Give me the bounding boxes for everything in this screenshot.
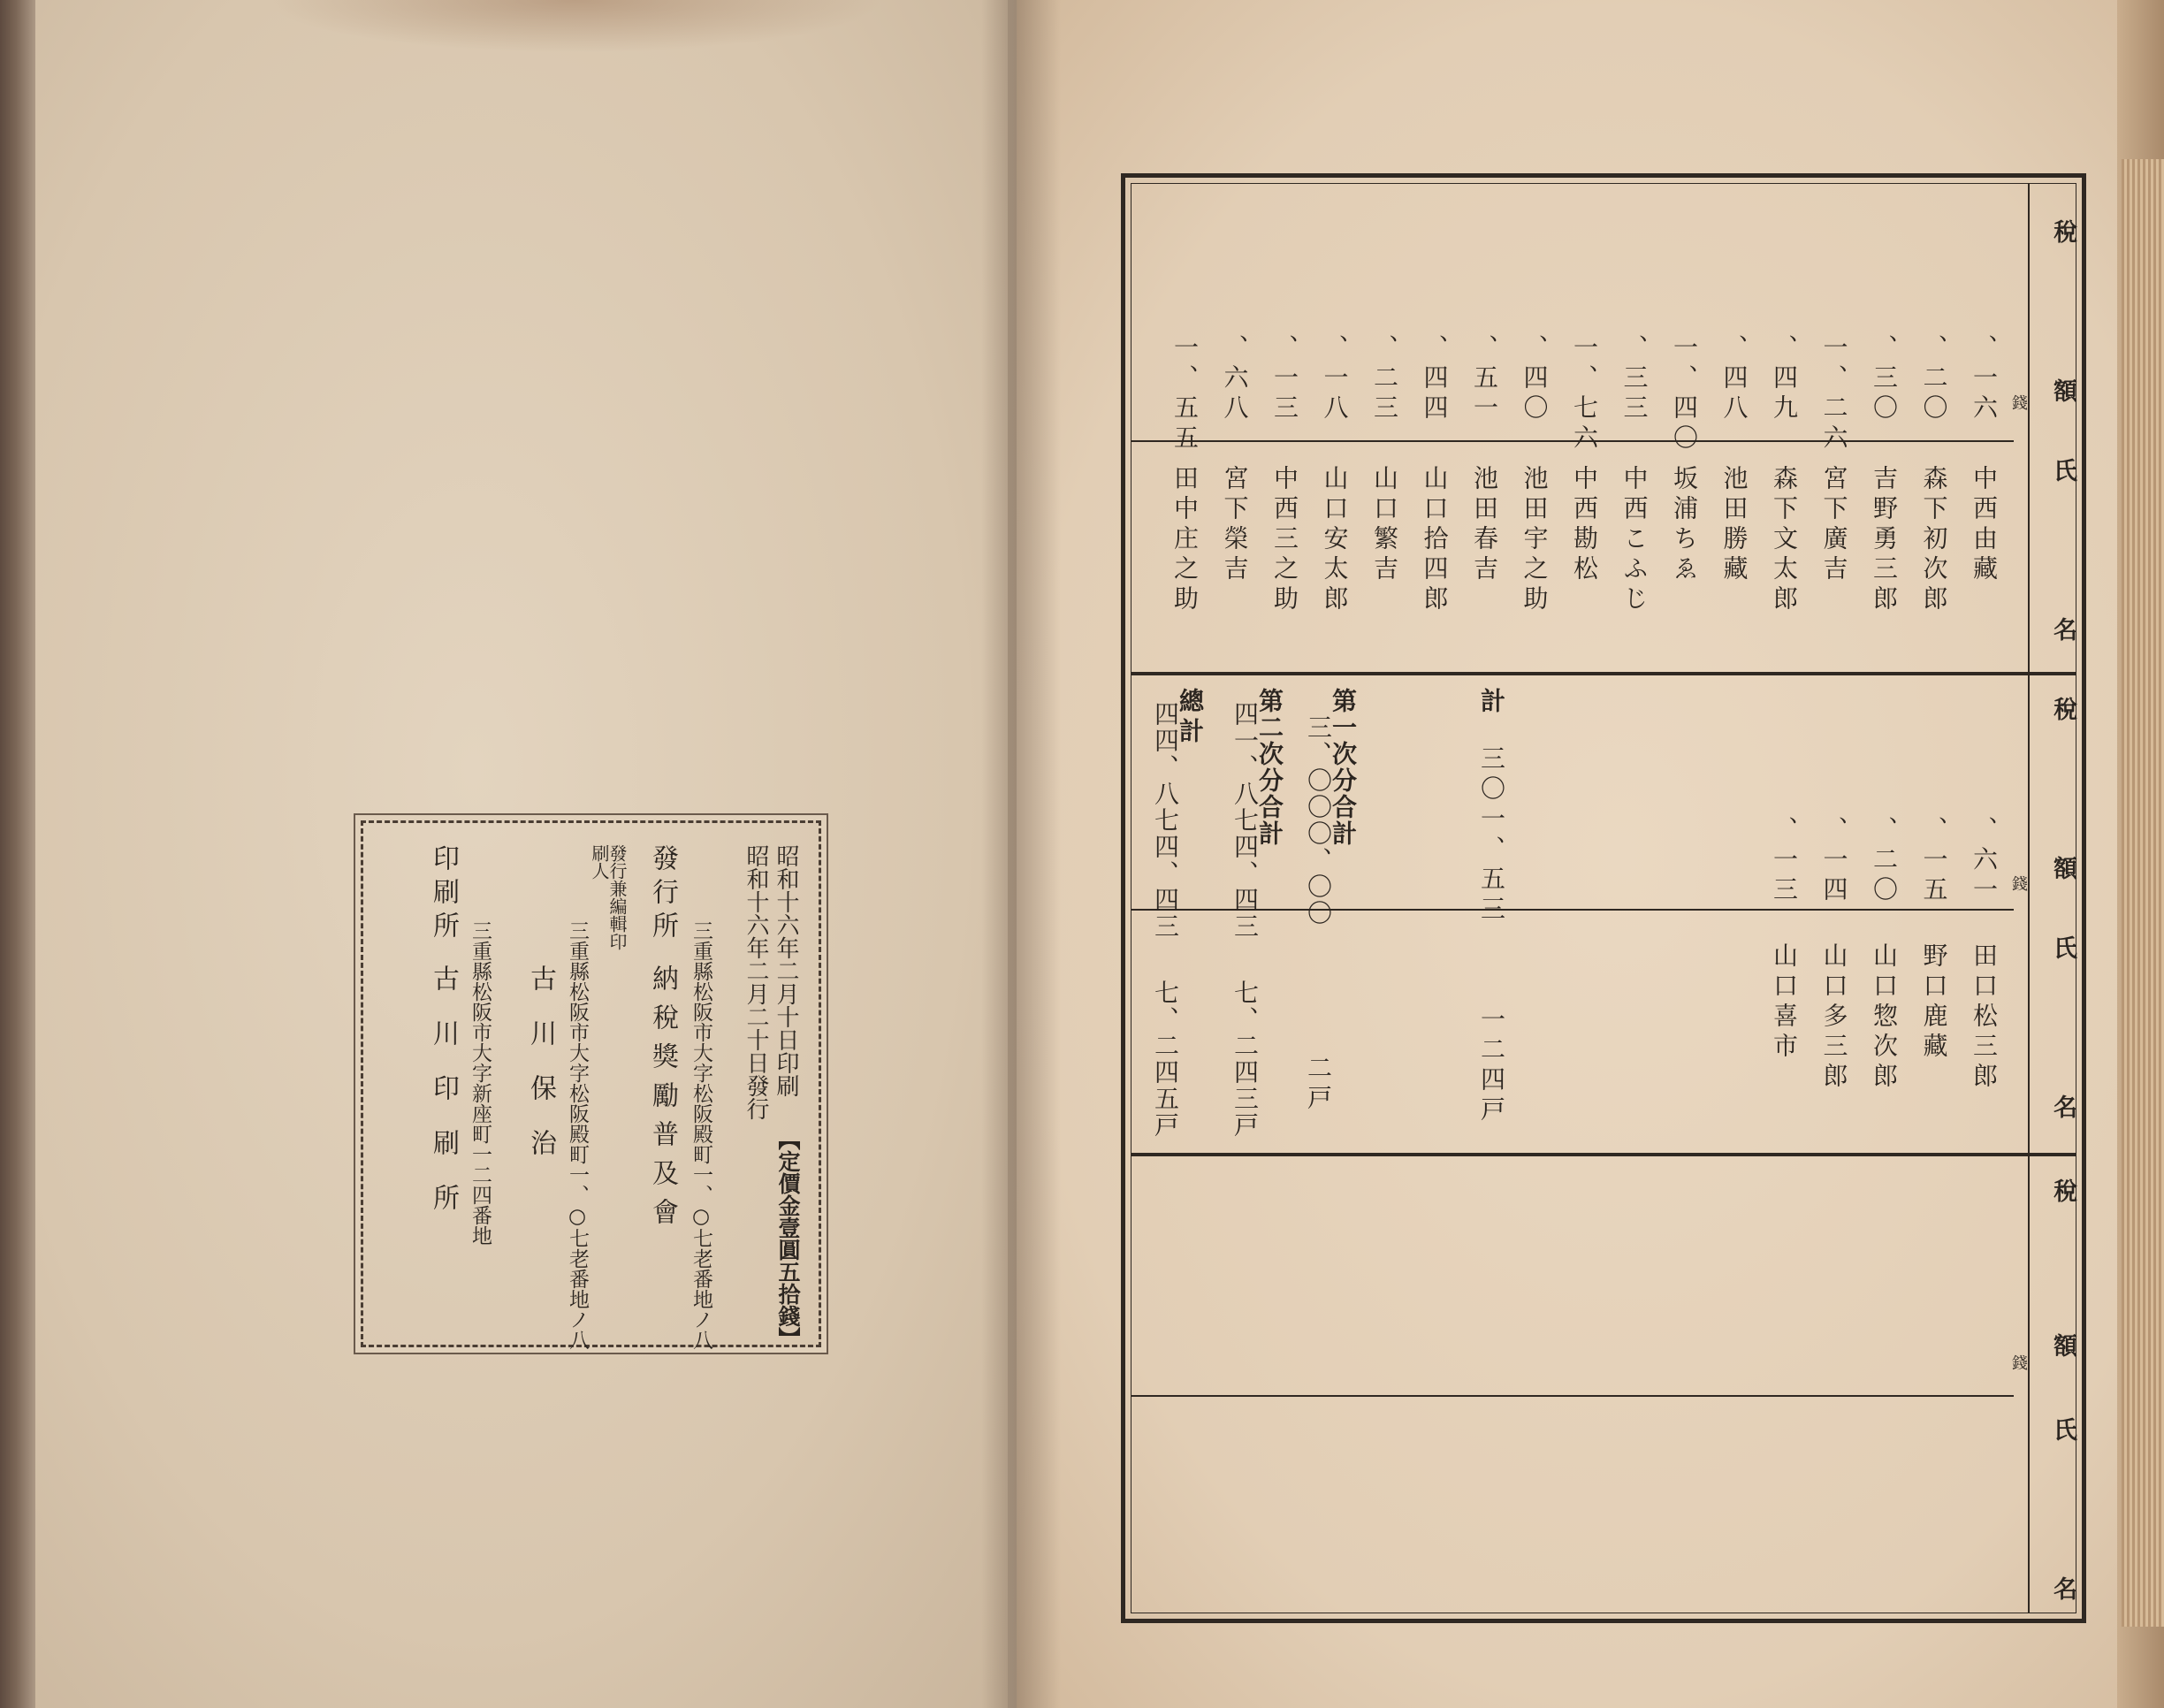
sen-unit-1: 錢: [2009, 394, 2028, 410]
publish-date: 昭和十六年二月二十日發行: [743, 844, 769, 1120]
header-family-1: 氏: [2049, 458, 2076, 482]
taxpayer-name-cell: 山口安太郎: [1320, 465, 1350, 615]
header-amount-1: 額: [2049, 378, 2076, 402]
row-divider: [1132, 909, 2014, 911]
total-households: 一二四戸: [1477, 1006, 1506, 1126]
taxpayer-name-cell: 森下文太郎: [1770, 465, 1799, 615]
tax-amount-cell: 、一五: [1919, 816, 1949, 906]
publisher-name: 納稅獎勵普及會: [647, 965, 678, 1237]
grand-total-amount: 四四、八七四、四三: [1151, 701, 1180, 940]
header-given-1: 名: [2049, 617, 2076, 641]
taxpayer-name-cell: 田中庄之助: [1170, 465, 1200, 615]
taxpayer-name-cell: 宮下榮吉: [1220, 465, 1250, 585]
taxpayer-name-cell: 中西三之助: [1270, 465, 1299, 615]
taxpayer-name-cell: 中西勘松: [1570, 465, 1599, 585]
tax-amount-cell: 、四八: [1719, 334, 1749, 424]
section-divider: [1132, 672, 2076, 675]
section-divider: [1132, 1153, 2076, 1156]
price-label: 【定價金壹圓五拾錢】: [775, 1128, 801, 1349]
header-tax-1: 稅: [2049, 219, 2076, 243]
tax-amount-cell: 、二三: [1370, 334, 1399, 424]
tax-amount-cell: 、三三: [1619, 334, 1650, 424]
taxpayer-name-cell: 山口多三郎: [1819, 942, 1849, 1093]
paper-stain: [265, 0, 884, 53]
tax-amount-cell: 、二〇: [1870, 816, 1899, 906]
second-subtotal-label: 第二次分合計: [1255, 688, 1284, 847]
second-subtotal-amount: 四一、八七四、四三: [1231, 701, 1260, 940]
tax-ledger-table: [1121, 173, 2086, 1623]
tax-amount-cell: 、四九: [1770, 334, 1799, 424]
tax-amount-cell: 、四四: [1420, 334, 1450, 424]
header-tax-3: 稅: [2049, 1178, 2076, 1202]
taxpayer-name-cell: 山口喜市: [1770, 942, 1799, 1063]
first-subtotal-households: 二戸: [1304, 1055, 1333, 1115]
publisher-address: 三重縣松阪市大字松阪殿町一、○七老番地ノ八: [690, 920, 712, 1350]
taxpayer-name-cell: 池田勝藏: [1719, 465, 1749, 585]
tax-amount-cell: 、四〇: [1520, 334, 1550, 424]
taxpayer-name-cell: 中西こふじ: [1619, 465, 1650, 615]
editor-address: 三重縣松阪市大字松阪殿町一、○七老番地ノ八: [566, 920, 589, 1350]
total-label: 計: [1477, 688, 1506, 718]
tax-amount-cell: 、一八: [1320, 334, 1350, 424]
taxpayer-name-cell: 山口惣次郎: [1870, 942, 1899, 1093]
printer-name: 古川印刷所: [428, 965, 459, 1239]
taxpayer-name-cell: 吉野勇三郎: [1870, 465, 1899, 615]
taxpayer-name-cell: 坂浦ちゑ: [1670, 465, 1699, 585]
first-subtotal-amount: 三、〇〇〇、〇〇: [1304, 714, 1333, 926]
sen-unit-3: 錢: [2009, 1354, 2028, 1370]
editor-role: 發行兼編輯印刷人: [589, 844, 628, 950]
editor-name: 古川保治: [525, 965, 556, 1184]
tax-amount-cell: 一、四〇: [1670, 334, 1699, 454]
print-date: 昭和十六年二月十日印刷: [773, 844, 799, 1097]
sen-unit-2: 錢: [2009, 875, 2028, 891]
header-given-2: 名: [2049, 1094, 2076, 1118]
taxpayer-name-cell: 山口繁吉: [1370, 465, 1399, 585]
tax-amount-cell: 、一三: [1770, 816, 1799, 906]
header-amount-3: 額: [2049, 1333, 2076, 1357]
tax-amount-cell: 、一六: [1970, 334, 1999, 424]
tax-amount-cell: 、六一: [1970, 816, 1999, 906]
tax-amount-cell: 一、七六: [1570, 334, 1599, 454]
tax-amount-cell: 、六八: [1220, 334, 1250, 424]
tax-amount-cell: 、五一: [1470, 334, 1499, 424]
publisher-label: 發行所: [647, 844, 678, 945]
grand-total-households: 七、二四五戸: [1151, 980, 1180, 1139]
tax-amount-cell: 、三〇: [1870, 334, 1899, 424]
taxpayer-name-cell: 中西由藏: [1970, 465, 1999, 585]
header-family-3: 氏: [2049, 1417, 2076, 1441]
grand-total-label: 總計: [1176, 688, 1205, 748]
tax-amount-cell: 一、二六: [1819, 334, 1849, 454]
total-amount: 三〇一、五三: [1477, 745, 1506, 926]
ledger-inner-border: [1131, 183, 2076, 1613]
printer-label: 印刷所: [428, 844, 459, 945]
taxpayer-name-cell: 池田宇之助: [1520, 465, 1550, 615]
taxpayer-name-cell: 宮下廣吉: [1819, 465, 1849, 585]
page-edges: [2122, 159, 2164, 1627]
tax-amount-cell: 、一四: [1819, 816, 1849, 906]
taxpayer-name-cell: 森下初次郎: [1919, 465, 1949, 615]
row-divider: [1132, 1395, 2014, 1397]
colophon-box: [361, 820, 821, 1350]
first-subtotal-label: 第一次分合計: [1329, 688, 1358, 847]
printer-address: 三重縣松阪市大字新座町一二四番地: [469, 920, 491, 1246]
taxpayer-name-cell: 田口松三郎: [1970, 942, 1999, 1093]
tax-amount-cell: 、二〇: [1919, 334, 1949, 424]
tax-amount-cell: 一、五五: [1170, 334, 1200, 454]
header-tax-2: 稅: [2049, 697, 2076, 721]
tax-amount-cell: 、一三: [1270, 334, 1299, 424]
taxpayer-name-cell: 野口鹿藏: [1919, 942, 1949, 1063]
header-amount-2: 額: [2049, 856, 2076, 880]
taxpayer-name-cell: 池田春吉: [1470, 465, 1499, 585]
header-given-3: 名: [2049, 1576, 2076, 1600]
taxpayer-name-cell: 山口拾四郎: [1420, 465, 1450, 615]
second-subtotal-households: 七、二四三戸: [1231, 980, 1260, 1139]
header-family-2: 氏: [2049, 935, 2076, 959]
book-gutter: [981, 0, 1061, 1708]
